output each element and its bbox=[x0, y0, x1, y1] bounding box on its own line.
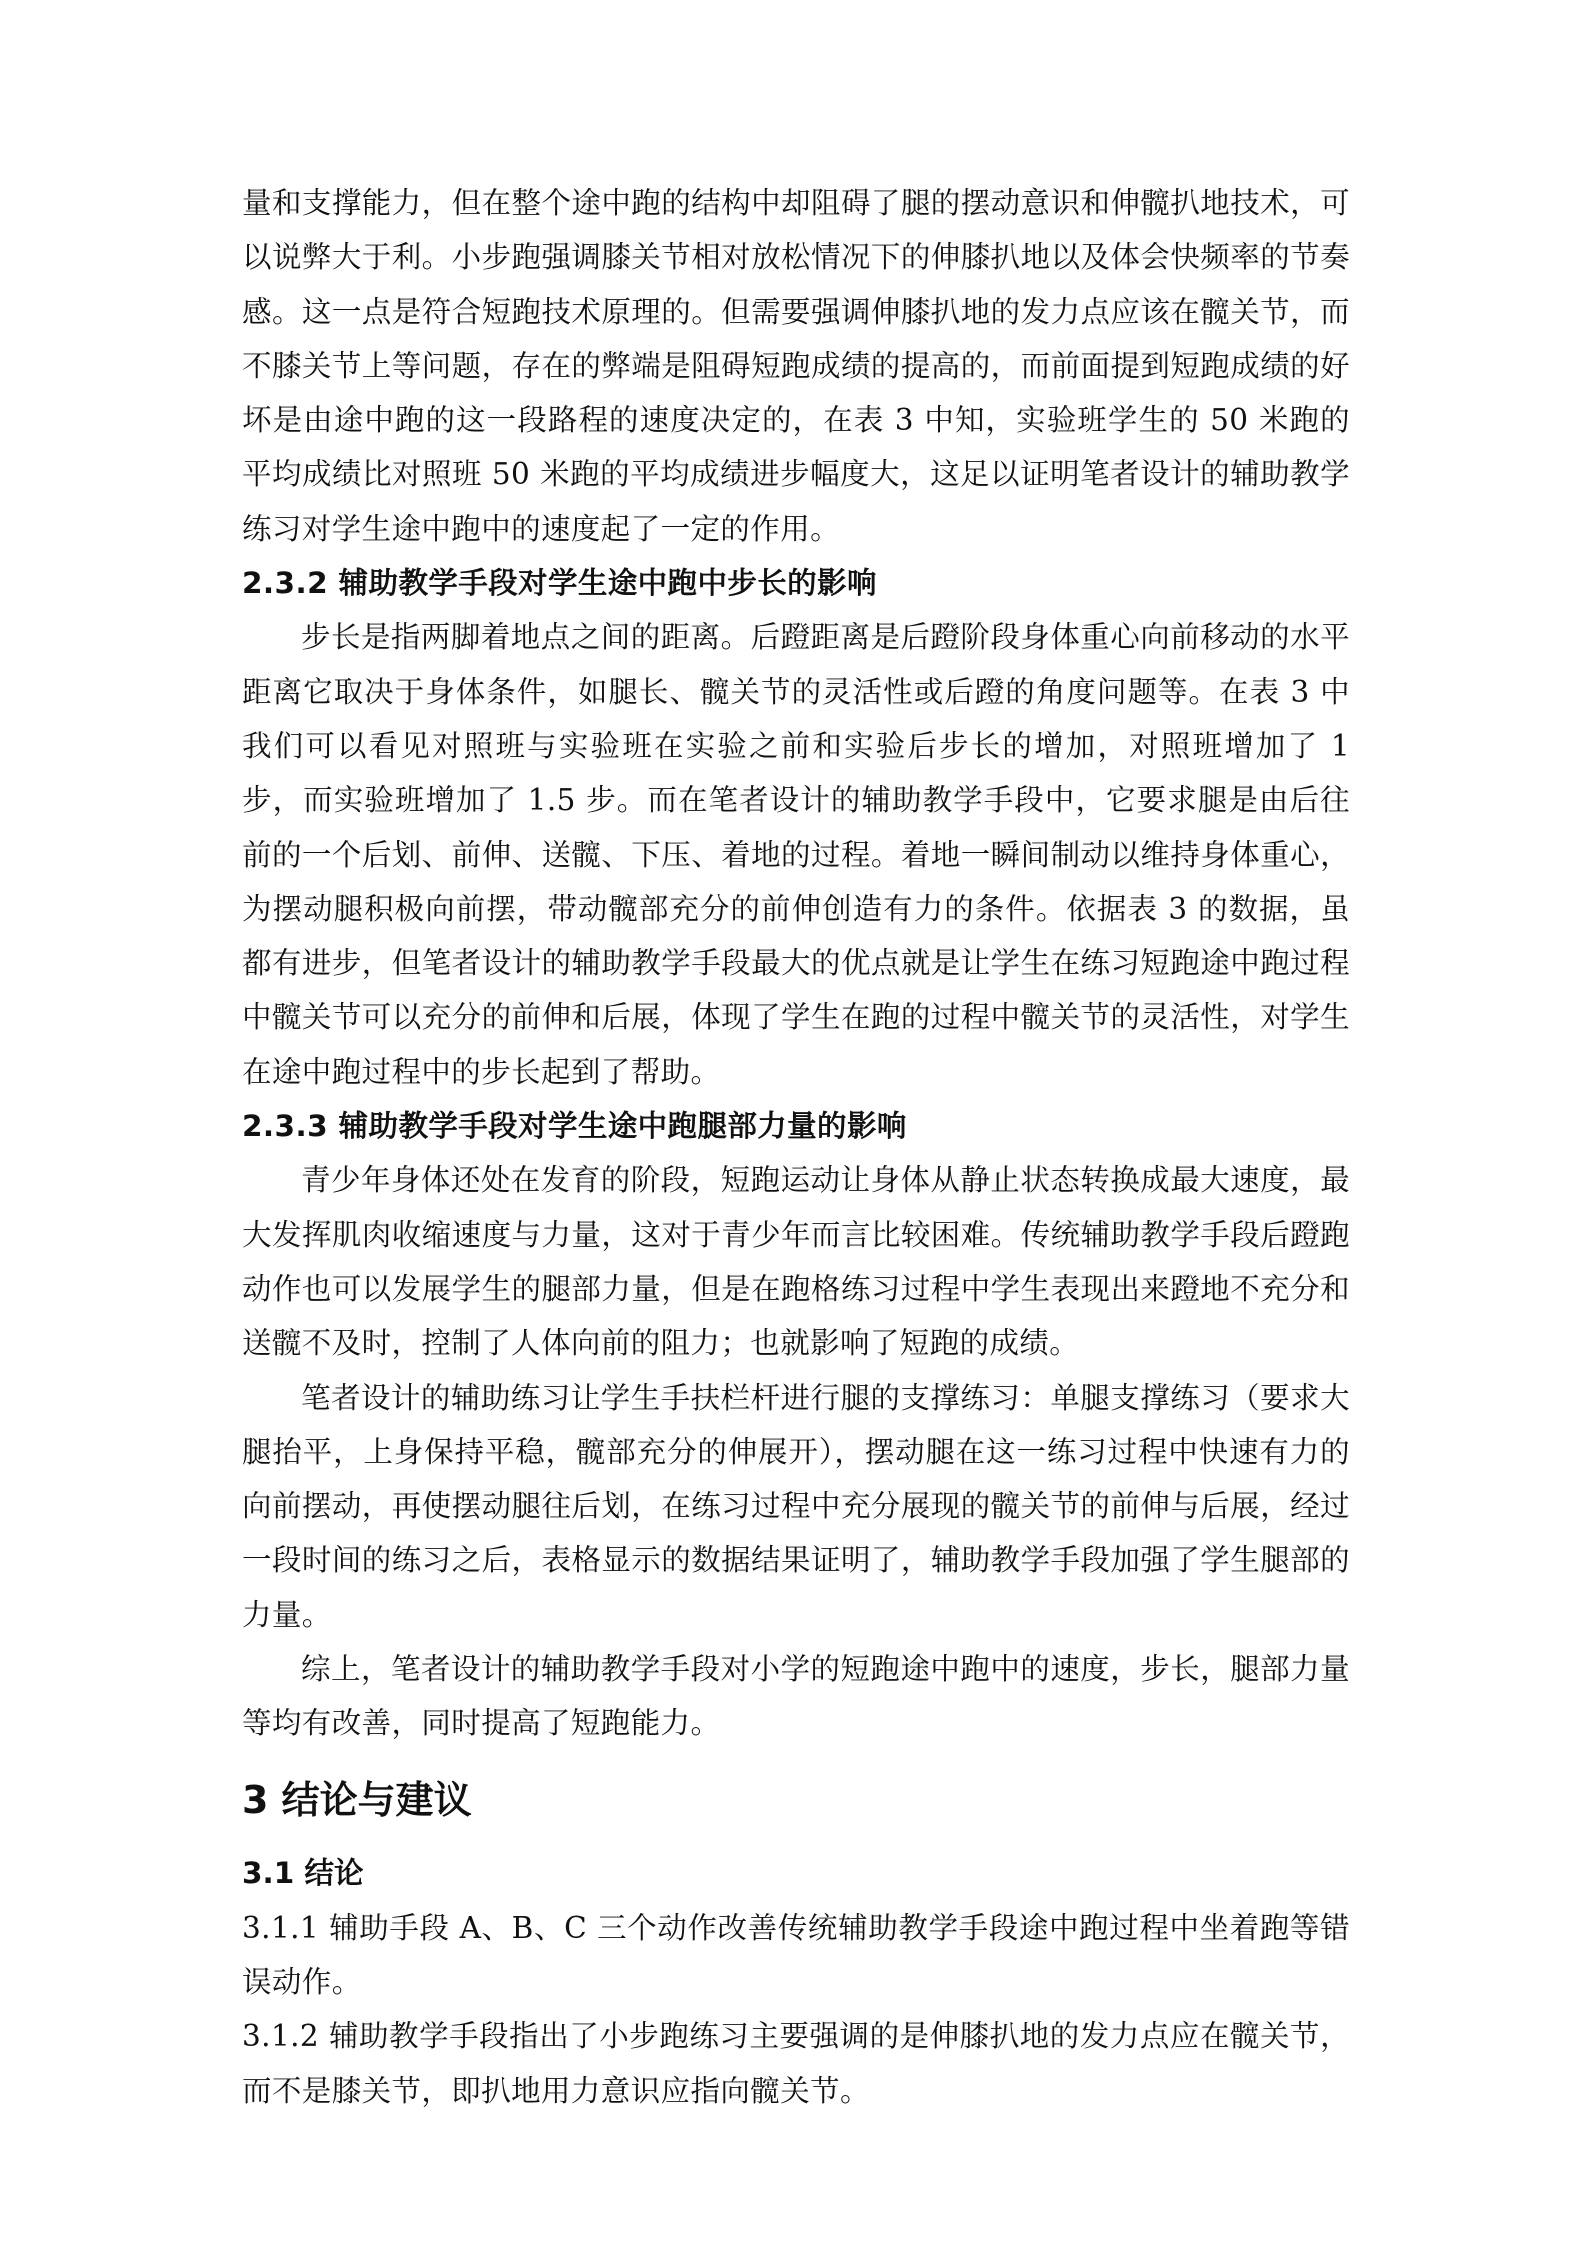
paragraph-speed-continuation: 量和支撑能力，但在整个途中跑的结构中却阻碍了腿的摆动意识和伸髋扒地技术，可以说弊大于利。小步跑强调膝关节相对放松情况下的伸膝扒地以及体会快频率的节奏感。这一点是符合短跑技术原理的。但需要强调伸膝扒地的发力点应该在髋关节，而不膝关节上等问题，存在的弊端是阻碍短跑成绩的提高的，而前面提到短跑成绩的好坏是由途中跑的这一段路程的速度决定的，在表 3 中知，实验班学生的 50 米跑的平均成绩比对照班 50 米跑的平均成绩进步幅度大，这足以证明笔者设计的辅助教学练习对学生途中跑中的速度起了一定的作用。 bbox=[242, 186, 1350, 546]
document-body bbox=[242, 176, 1350, 2118]
paragraph-leg-strength-2: 笔者设计的辅助练习让学生手扶栏杆进行腿的支撑练习：单腿支撑练习（要求大腿抬平，上身保持平稳，髋部充分的伸展开），摆动腿在这一练习过程中快速有力的向前摆动，再使摆动腿往后划，在练习过程中充分展现的髋关节的前伸与后展，经过一段时间的练习之后，表格显示的数据结果证明了，辅助教学手段加强了学生腿部的力量。 bbox=[242, 1380, 1350, 1632]
chapter-heading-3: 3 结论与建议 bbox=[242, 1777, 472, 1822]
section-heading-2-3-3: 2.3.3 辅助教学手段对学生途中跑腿部力量的影响 bbox=[242, 1109, 907, 1144]
section-heading-2-3-2: 2.3.2 辅助教学手段对学生途中跑中步长的影响 bbox=[242, 566, 877, 601]
paragraph-leg-strength-1: 青少年身体还处在发育的阶段，短跑运动让身体从静止状态转换成最大速度，最大发挥肌肉收缩速度与力量，这对于青少年而言比较困难。传统辅助教学手段后蹬跑动作也可以发展学生的腿部力量，但是在跑格练习过程中学生表现出来蹬地不充分和送髋不及时，控制了人体向前的阻力；也就影响了短跑的成绩。 bbox=[242, 1163, 1350, 1361]
conclusion-3-1-1: 3.1.1 辅助手段 A、B、C 三个动作改善传统辅助教学手段途中跑过程中坐着跑等错误动作。 bbox=[242, 1910, 1350, 1999]
section-heading-3-1: 3.1 结论 bbox=[242, 1855, 364, 1890]
paragraph-summary: 综上，笔者设计的辅助教学手段对小学的短跑途中跑中的速度，步长，腿部力量等均有改善，同时提高了短跑能力。 bbox=[242, 1652, 1350, 1741]
conclusion-3-1-2: 3.1.2 辅助教学手段指出了小步跑练习主要强调的是伸膝扒地的发力点应在髋关节，而不是膝关节，即扒地用力意识应指向髋关节。 bbox=[242, 2019, 1350, 2108]
paragraph-stride-length: 步长是指两脚着地点之间的距离。后蹬距离是后蹬阶段身体重心向前移动的水平距离它取决于身体条件，如腿长、髋关节的灵活性或后蹬的角度问题等。在表 3 中我们可以看见对照班与实验班在实验之前和实验后步长的增加，对照班增加了 1 步，而实验班增加了 1.5 步。而在笔者设计的辅助教学手段中，它要求腿是由后往前的一个后划、前伸、送髋、下压、着地的过程。着地一瞬间制动以维持身体重心，为摆动腿积极向前摆，带动髋部充分的前伸创造有力的条件。依据表 3 的数据，虽都有进步，但笔者设计的辅助教学手段最大的优点就是让学生在练习短跑途中跑过程中髋关节可以充分的前伸和后展，体现了学生在跑的过程中髋关节的灵活性，对学生在途中跑过程中的步长起到了帮助。 bbox=[242, 620, 1350, 1089]
